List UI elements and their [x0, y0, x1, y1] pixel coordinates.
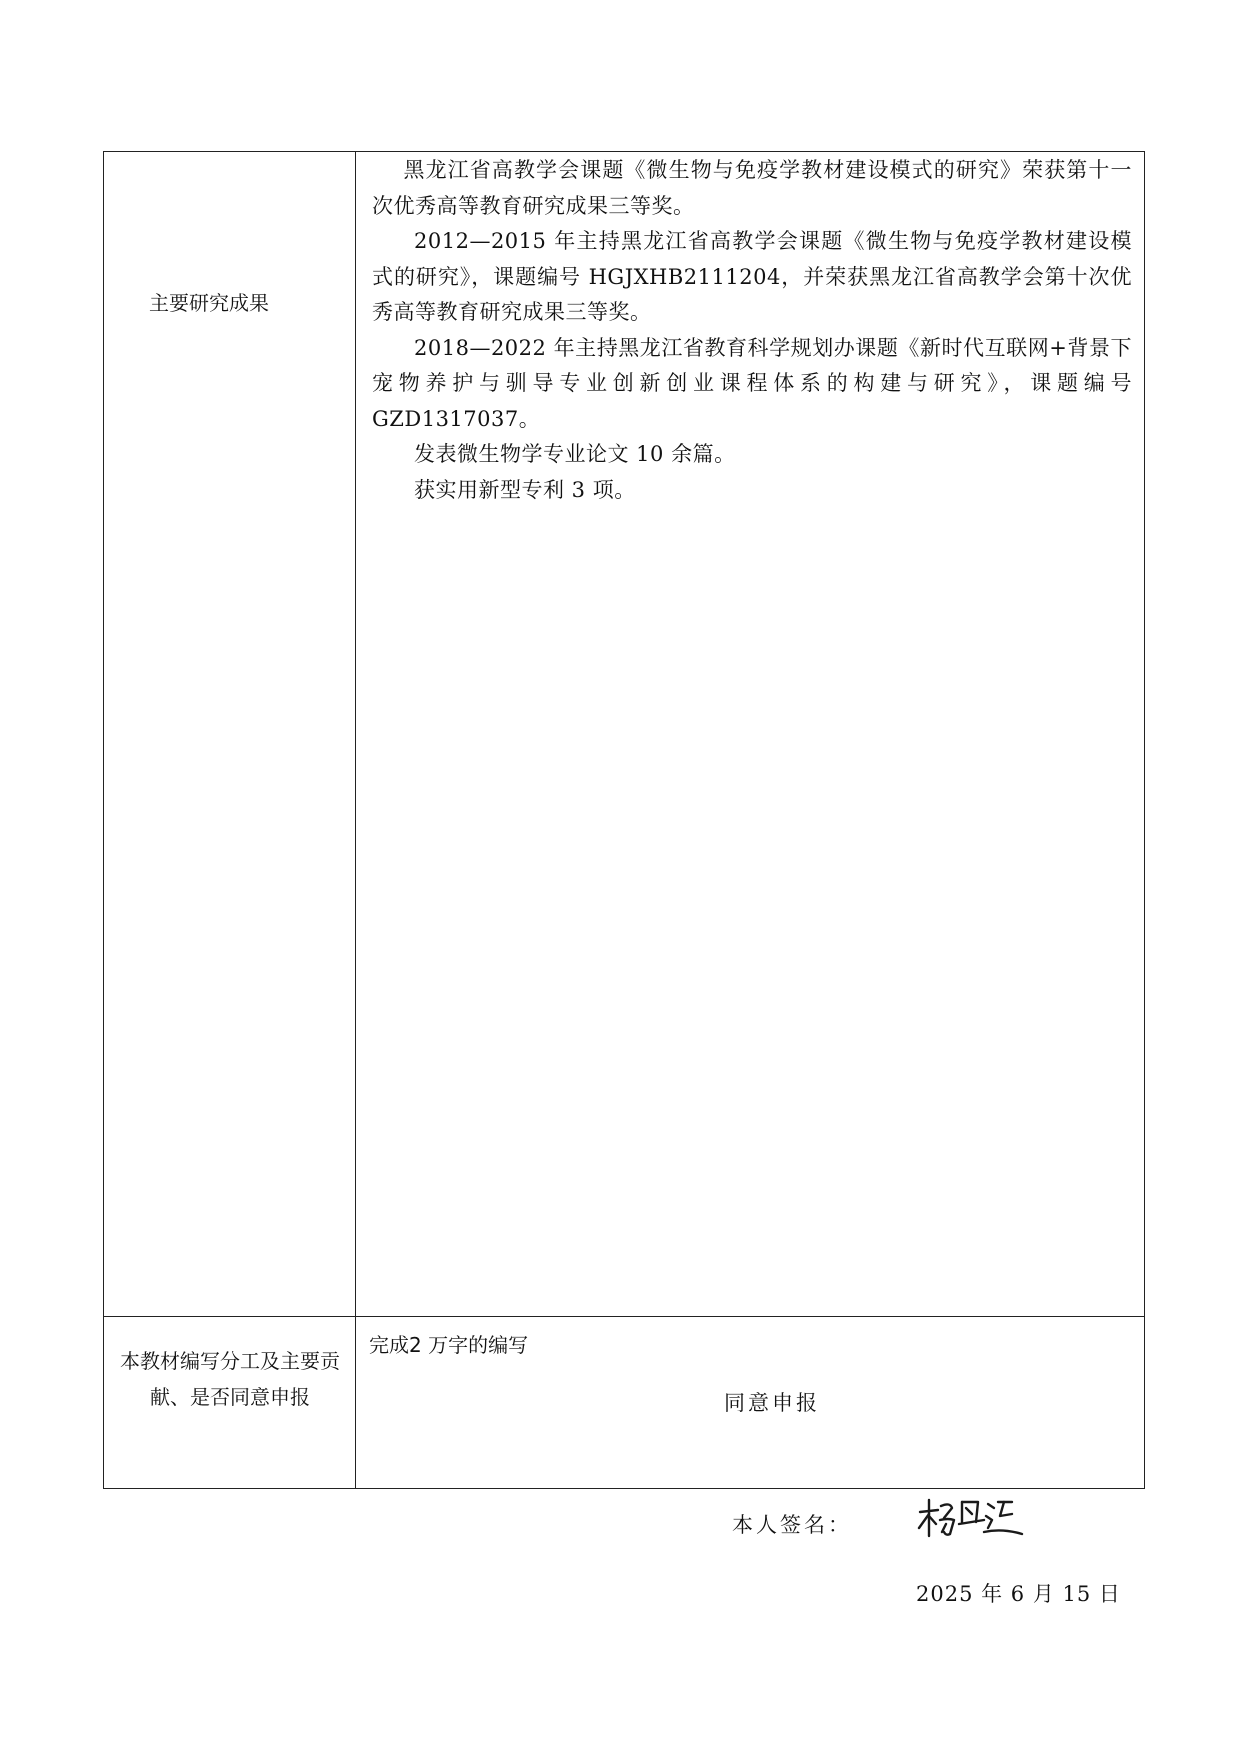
research-results-content — [372, 153, 1132, 508]
application-form-table — [103, 151, 1145, 1606]
handwritten-signature — [914, 1492, 1024, 1540]
row-divider — [104, 1316, 1144, 1317]
task-description: 完成2 万字的编写 — [369, 1333, 529, 1357]
signature-label: 本人签名： — [732, 1513, 852, 1537]
research-paragraph: 黑龙江省高教学会课题《微生物与免疫学教材建设模式的研究》荣获第十一次优秀高等教育研究成果三等奖。 — [372, 158, 1132, 218]
column-divider — [355, 152, 356, 1488]
contribution-label: 本教材编写分工及主要贡献、是否同意申报 — [120, 1349, 340, 1409]
sign-date: 2025 年 6 月 15 日 — [916, 1582, 1121, 1606]
research-results-label: 主要研究成果 — [149, 291, 269, 315]
research-paragraph: 发表微生物学专业论文 10 余篇。 — [414, 442, 736, 466]
research-paragraph: 获实用新型专利 3 项。 — [414, 477, 636, 502]
research-paragraph: 2012—2015 年主持黑龙江省高教学会课题《微生物与免疫学教材建设模式的研究》，课题编号 HGJXHB2111204，并荣获黑龙江省高教学会第十次优秀高等教育研究成果三等奖。 — [372, 229, 1132, 324]
research-paragraph: 2018—2022 年主持黑龙江省教育科学规划办课题《新时代互联网+背景下宠物养护与驯导专业创新创业课程体系的构建与研究》，课题编号 GZD1317037。 — [372, 335, 1132, 431]
agree-statement: 同意申报 — [724, 1391, 820, 1415]
